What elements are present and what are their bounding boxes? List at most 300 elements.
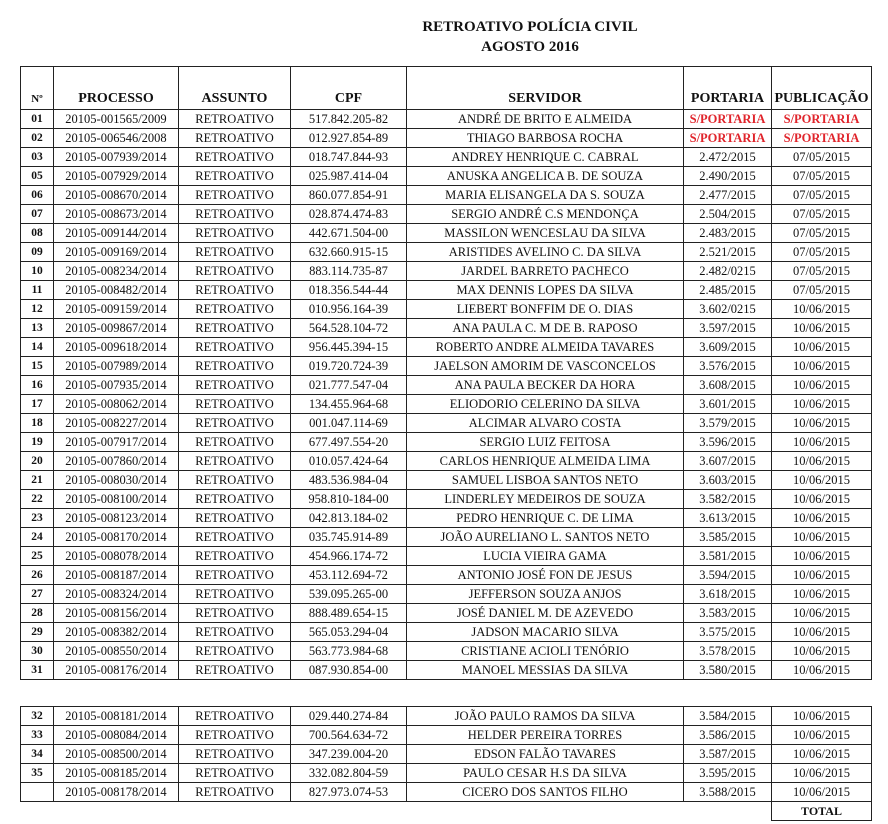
cell-cpf: 042.813.184-02 [291, 509, 407, 528]
cell-servidor: ANTONIO JOSÉ FON DE JESUS [407, 566, 684, 585]
cell-publicacao: 10/06/2015 [772, 509, 872, 528]
total-spacer [684, 802, 772, 821]
cell-n: 08 [21, 224, 54, 243]
cell-cpf: 454.966.174-72 [291, 547, 407, 566]
cell-publicacao: 10/06/2015 [772, 566, 872, 585]
table-row [21, 224, 872, 243]
cell-publicacao: 10/06/2015 [772, 528, 872, 547]
cell-n: 11 [21, 281, 54, 300]
cell-publicacao: 10/06/2015 [772, 764, 872, 783]
cell-cpf: 564.528.104-72 [291, 319, 407, 338]
table-row [21, 783, 872, 802]
cell-n: 22 [21, 490, 54, 509]
cell-assunto: RETROATIVO [179, 167, 291, 186]
cell-processo: 20105-008181/2014 [54, 707, 179, 726]
cell-assunto: RETROATIVO [179, 357, 291, 376]
table-row [21, 357, 872, 376]
table-row [21, 764, 872, 783]
cell-assunto: RETROATIVO [179, 148, 291, 167]
cell-cpf: 025.987.414-04 [291, 167, 407, 186]
table-row [21, 642, 872, 661]
table-row [21, 376, 872, 395]
cell-servidor: SAMUEL LISBOA SANTOS NETO [407, 471, 684, 490]
cell-assunto: RETROATIVO [179, 764, 291, 783]
table-row [21, 547, 872, 566]
header-portaria: PORTARIA [684, 67, 772, 110]
cell-servidor: ARISTIDES AVELINO C. DA SILVA [407, 243, 684, 262]
cell-publicacao: 10/06/2015 [772, 726, 872, 745]
cell-servidor: MANOEL MESSIAS DA SILVA [407, 661, 684, 680]
table-row [21, 528, 872, 547]
cell-processo: 20105-007860/2014 [54, 452, 179, 471]
cell-cpf: 517.842.205-82 [291, 110, 407, 129]
cell-publicacao: 10/06/2015 [772, 745, 872, 764]
cell-cpf: 001.047.114-69 [291, 414, 407, 433]
cell-portaria: 2.483/2015 [684, 224, 772, 243]
total-spacer [407, 802, 684, 821]
cell-processo: 20105-008670/2014 [54, 186, 179, 205]
cell-servidor: EDSON FALÃO TAVARES [407, 745, 684, 764]
cell-assunto: RETROATIVO [179, 376, 291, 395]
cell-n: 12 [21, 300, 54, 319]
cell-servidor: JOSÉ DANIEL M. DE AZEVEDO [407, 604, 684, 623]
cell-portaria: 3.587/2015 [684, 745, 772, 764]
table-row [21, 319, 872, 338]
cell-portaria: 3.582/2015 [684, 490, 772, 509]
table-row [21, 585, 872, 604]
cell-n: 01 [21, 110, 54, 129]
cell-cpf: 860.077.854-91 [291, 186, 407, 205]
cell-assunto: RETROATIVO [179, 623, 291, 642]
cell-portaria: 2.477/2015 [684, 186, 772, 205]
cell-portaria: 3.602/0215 [684, 300, 772, 319]
cell-servidor: CRISTIANE ACIOLI TENÓRIO [407, 642, 684, 661]
cell-cpf: 134.455.964-68 [291, 395, 407, 414]
cell-cpf: 827.973.074-53 [291, 783, 407, 802]
cell-portaria: 3.584/2015 [684, 707, 772, 726]
table-row [21, 726, 872, 745]
table-row [21, 414, 872, 433]
cell-portaria: 3.607/2015 [684, 452, 772, 471]
cell-n: 20 [21, 452, 54, 471]
cell-processo: 20105-008084/2014 [54, 726, 179, 745]
cell-assunto: RETROATIVO [179, 528, 291, 547]
cell-portaria: 3.585/2015 [684, 528, 772, 547]
cell-processo: 20105-007939/2014 [54, 148, 179, 167]
cell-n: 21 [21, 471, 54, 490]
header-publicacao: PUBLICAÇÃO [772, 67, 872, 110]
header-row [21, 67, 872, 110]
cell-portaria: 3.618/2015 [684, 585, 772, 604]
cell-cpf: 018.356.544-44 [291, 281, 407, 300]
table-row [21, 186, 872, 205]
cell-processo: 20105-001565/2009 [54, 110, 179, 129]
cell-assunto: RETROATIVO [179, 338, 291, 357]
cell-n: 06 [21, 186, 54, 205]
cell-publicacao: S/PORTARIA [772, 110, 872, 129]
header-processo: PROCESSO [54, 67, 179, 110]
cell-cpf: 087.930.854-00 [291, 661, 407, 680]
cell-assunto: RETROATIVO [179, 262, 291, 281]
cell-portaria: 3.578/2015 [684, 642, 772, 661]
cell-cpf: 483.536.984-04 [291, 471, 407, 490]
cell-n: 10 [21, 262, 54, 281]
cell-assunto: RETROATIVO [179, 319, 291, 338]
cell-servidor: CARLOS HENRIQUE ALMEIDA LIMA [407, 452, 684, 471]
cell-assunto: RETROATIVO [179, 300, 291, 319]
cell-portaria: 2.504/2015 [684, 205, 772, 224]
cell-cpf: 010.057.424-64 [291, 452, 407, 471]
cell-n: 16 [21, 376, 54, 395]
cell-processo: 20105-009159/2014 [54, 300, 179, 319]
cell-servidor: SERGIO LUIZ FEITOSA [407, 433, 684, 452]
cell-servidor: MARIA ELISANGELA DA S. SOUZA [407, 186, 684, 205]
cell-portaria: 3.583/2015 [684, 604, 772, 623]
cell-cpf: 958.810-184-00 [291, 490, 407, 509]
cell-portaria: 3.601/2015 [684, 395, 772, 414]
cell-servidor: LUCIA VIEIRA GAMA [407, 547, 684, 566]
cell-publicacao: S/PORTARIA [772, 129, 872, 148]
cell-servidor: ANDRÉ DE BRITO E ALMEIDA [407, 110, 684, 129]
cell-servidor: JOÃO AURELIANO L. SANTOS NETO [407, 528, 684, 547]
cell-n: 23 [21, 509, 54, 528]
cell-publicacao: 07/05/2015 [772, 205, 872, 224]
cell-assunto: RETROATIVO [179, 783, 291, 802]
cell-processo: 20105-008550/2014 [54, 642, 179, 661]
cell-servidor: JARDEL BARRETO PACHECO [407, 262, 684, 281]
cell-assunto: RETROATIVO [179, 205, 291, 224]
table-row [21, 490, 872, 509]
cell-portaria: 3.580/2015 [684, 661, 772, 680]
cell-processo: 20105-007935/2014 [54, 376, 179, 395]
cell-publicacao: 10/06/2015 [772, 433, 872, 452]
cell-assunto: RETROATIVO [179, 243, 291, 262]
cell-processo: 20105-007929/2014 [54, 167, 179, 186]
cell-portaria: S/PORTARIA [684, 129, 772, 148]
cell-n [21, 783, 54, 802]
cell-processo: 20105-008170/2014 [54, 528, 179, 547]
cell-publicacao: 10/06/2015 [772, 452, 872, 471]
header-servidor: SERVIDOR [407, 67, 684, 110]
cell-publicacao: 07/05/2015 [772, 243, 872, 262]
table-row [21, 243, 872, 262]
table-row [21, 262, 872, 281]
cell-publicacao: 10/06/2015 [772, 547, 872, 566]
cell-publicacao: 10/06/2015 [772, 642, 872, 661]
cell-cpf: 565.053.294-04 [291, 623, 407, 642]
cell-portaria: 3.586/2015 [684, 726, 772, 745]
cell-portaria: 3.596/2015 [684, 433, 772, 452]
cell-servidor: HELDER PEREIRA TORRES [407, 726, 684, 745]
cell-portaria: 2.482/0215 [684, 262, 772, 281]
cell-processo: 20105-007917/2014 [54, 433, 179, 452]
cell-processo: 20105-008030/2014 [54, 471, 179, 490]
table-row [21, 661, 872, 680]
cell-publicacao: 10/06/2015 [772, 783, 872, 802]
cell-assunto: RETROATIVO [179, 452, 291, 471]
cell-portaria: 3.597/2015 [684, 319, 772, 338]
cell-portaria: 3.576/2015 [684, 357, 772, 376]
cell-assunto: RETROATIVO [179, 395, 291, 414]
cell-processo: 20105-008673/2014 [54, 205, 179, 224]
cell-assunto: RETROATIVO [179, 745, 291, 764]
cell-n: 27 [21, 585, 54, 604]
cell-processo: 20105-008176/2014 [54, 661, 179, 680]
cell-n: 13 [21, 319, 54, 338]
cell-n: 05 [21, 167, 54, 186]
cell-assunto: RETROATIVO [179, 547, 291, 566]
cell-assunto: RETROATIVO [179, 414, 291, 433]
cell-processo: 20105-009618/2014 [54, 338, 179, 357]
table-row [21, 745, 872, 764]
document-title: RETROATIVO POLÍCIA CIVIL [422, 19, 638, 35]
cell-portaria: 3.595/2015 [684, 764, 772, 783]
cell-servidor: SERGIO ANDRÉ C.S MENDONÇA [407, 205, 684, 224]
total-spacer [291, 802, 407, 821]
cell-servidor: ROBERTO ANDRE ALMEIDA TAVARES [407, 338, 684, 357]
cell-n: 31 [21, 661, 54, 680]
cell-cpf: 018.747.844-93 [291, 148, 407, 167]
cell-assunto: RETROATIVO [179, 110, 291, 129]
cell-n: 19 [21, 433, 54, 452]
table-row [21, 129, 872, 148]
cell-servidor: JAELSON AMORIM DE VASCONCELOS [407, 357, 684, 376]
cell-assunto: RETROATIVO [179, 726, 291, 745]
cell-processo: 20105-009867/2014 [54, 319, 179, 338]
cell-publicacao: 10/06/2015 [772, 707, 872, 726]
table-row [21, 110, 872, 129]
table-row [21, 604, 872, 623]
cell-cpf: 442.671.504-00 [291, 224, 407, 243]
cell-cpf: 677.497.554-20 [291, 433, 407, 452]
cell-cpf: 012.927.854-89 [291, 129, 407, 148]
cell-portaria: 2.521/2015 [684, 243, 772, 262]
cell-processo: 20105-008178/2014 [54, 783, 179, 802]
cell-publicacao: 10/06/2015 [772, 604, 872, 623]
cell-servidor: ANA PAULA BECKER DA HORA [407, 376, 684, 395]
cell-servidor: LIEBERT BONFFIM DE O. DIAS [407, 300, 684, 319]
table-row [21, 509, 872, 528]
cell-assunto: RETROATIVO [179, 642, 291, 661]
cell-processo: 20105-008156/2014 [54, 604, 179, 623]
cell-servidor: ANUSKA ANGELICA B. DE SOUZA [407, 167, 684, 186]
cell-n: 26 [21, 566, 54, 585]
header-cpf: CPF [291, 67, 407, 110]
cell-cpf: 883.114.735-87 [291, 262, 407, 281]
cell-cpf: 539.095.265-00 [291, 585, 407, 604]
cell-cpf: 019.720.724-39 [291, 357, 407, 376]
cell-n: 34 [21, 745, 54, 764]
cell-processo: 20105-008227/2014 [54, 414, 179, 433]
cell-servidor: LINDERLEY MEDEIROS DE SOUZA [407, 490, 684, 509]
cell-servidor: MASSILON WENCESLAU DA SILVA [407, 224, 684, 243]
cell-cpf: 332.082.804-59 [291, 764, 407, 783]
cell-assunto: RETROATIVO [179, 604, 291, 623]
cell-n: 03 [21, 148, 54, 167]
cell-publicacao: 10/06/2015 [772, 300, 872, 319]
cell-publicacao: 10/06/2015 [772, 319, 872, 338]
cell-n: 18 [21, 414, 54, 433]
cell-assunto: RETROATIVO [179, 224, 291, 243]
cell-processo: 20105-008482/2014 [54, 281, 179, 300]
cell-assunto: RETROATIVO [179, 707, 291, 726]
table-row [21, 205, 872, 224]
cell-portaria: 2.485/2015 [684, 281, 772, 300]
cell-processo: 20105-008324/2014 [54, 585, 179, 604]
cell-assunto: RETROATIVO [179, 490, 291, 509]
cell-publicacao: 10/06/2015 [772, 471, 872, 490]
table-row [21, 452, 872, 471]
cell-portaria: 3.608/2015 [684, 376, 772, 395]
cell-processo: 20105-008100/2014 [54, 490, 179, 509]
cell-assunto: RETROATIVO [179, 186, 291, 205]
cell-cpf: 453.112.694-72 [291, 566, 407, 585]
cell-n: 15 [21, 357, 54, 376]
table-row [21, 471, 872, 490]
cell-cpf: 563.773.984-68 [291, 642, 407, 661]
cell-servidor: CICERO DOS SANTOS FILHO [407, 783, 684, 802]
cell-servidor: ELIODORIO CELERINO DA SILVA [407, 395, 684, 414]
table-row [21, 281, 872, 300]
cell-cpf: 029.440.274-84 [291, 707, 407, 726]
cell-processo: 20105-009169/2014 [54, 243, 179, 262]
cell-publicacao: 10/06/2015 [772, 585, 872, 604]
cell-n: 09 [21, 243, 54, 262]
cell-publicacao: 07/05/2015 [772, 167, 872, 186]
cell-processo: 20105-007989/2014 [54, 357, 179, 376]
cell-n: 28 [21, 604, 54, 623]
header-assunto: ASSUNTO [179, 67, 291, 110]
cell-portaria: 3.575/2015 [684, 623, 772, 642]
table-row [21, 300, 872, 319]
cell-assunto: RETROATIVO [179, 281, 291, 300]
cell-assunto: RETROATIVO [179, 566, 291, 585]
total-spacer [21, 802, 54, 821]
cell-portaria: 3.588/2015 [684, 783, 772, 802]
table-row [21, 566, 872, 585]
cell-cpf: 010.956.164-39 [291, 300, 407, 319]
cell-publicacao: 07/05/2015 [772, 262, 872, 281]
cell-servidor: THIAGO BARBOSA ROCHA [407, 129, 684, 148]
cell-n: 25 [21, 547, 54, 566]
cell-servidor: JOÃO PAULO RAMOS DA SILVA [407, 707, 684, 726]
cell-servidor: ANDREY HENRIQUE C. CABRAL [407, 148, 684, 167]
cell-servidor: JADSON MACARIO SILVA [407, 623, 684, 642]
cell-cpf: 700.564.634-72 [291, 726, 407, 745]
cell-servidor: MAX DENNIS LOPES DA SILVA [407, 281, 684, 300]
main-table [20, 66, 872, 680]
cell-processo: 20105-008123/2014 [54, 509, 179, 528]
cell-cpf: 035.745.914-89 [291, 528, 407, 547]
cell-portaria: 3.603/2015 [684, 471, 772, 490]
cell-n: 29 [21, 623, 54, 642]
cell-n: 17 [21, 395, 54, 414]
cell-assunto: RETROATIVO [179, 129, 291, 148]
cell-n: 35 [21, 764, 54, 783]
cell-assunto: RETROATIVO [179, 433, 291, 452]
cell-processo: 20105-008185/2014 [54, 764, 179, 783]
cell-servidor: ANA PAULA C. M DE B. RAPOSO [407, 319, 684, 338]
cell-processo: 20105-009144/2014 [54, 224, 179, 243]
cell-cpf: 888.489.654-15 [291, 604, 407, 623]
cell-cpf: 347.239.004-20 [291, 745, 407, 764]
header-n: Nº [21, 67, 54, 110]
cell-n: 14 [21, 338, 54, 357]
cell-publicacao: 07/05/2015 [772, 186, 872, 205]
table-row [21, 707, 872, 726]
cell-processo: 20105-008382/2014 [54, 623, 179, 642]
cell-n: 07 [21, 205, 54, 224]
cell-publicacao: 10/06/2015 [772, 623, 872, 642]
cell-publicacao: 10/06/2015 [772, 376, 872, 395]
cell-publicacao: 10/06/2015 [772, 395, 872, 414]
cell-servidor: JEFFERSON SOUZA ANJOS [407, 585, 684, 604]
cell-n: 02 [21, 129, 54, 148]
cell-servidor: PAULO CESAR H.S DA SILVA [407, 764, 684, 783]
total-row [21, 802, 872, 821]
cell-cpf: 632.660.915-15 [291, 243, 407, 262]
cell-servidor: PEDRO HENRIQUE C. DE LIMA [407, 509, 684, 528]
cell-assunto: RETROATIVO [179, 509, 291, 528]
cell-processo: 20105-008187/2014 [54, 566, 179, 585]
cell-publicacao: 10/06/2015 [772, 490, 872, 509]
cell-publicacao: 07/05/2015 [772, 224, 872, 243]
cell-portaria: S/PORTARIA [684, 110, 772, 129]
cell-publicacao: 07/05/2015 [772, 148, 872, 167]
cell-servidor: ALCIMAR ALVARO COSTA [407, 414, 684, 433]
table-row [21, 338, 872, 357]
table-row [21, 395, 872, 414]
cell-n: 30 [21, 642, 54, 661]
cell-processo: 20105-008234/2014 [54, 262, 179, 281]
cell-processo: 20105-008500/2014 [54, 745, 179, 764]
cell-portaria: 3.581/2015 [684, 547, 772, 566]
table-row [21, 623, 872, 642]
cell-assunto: RETROATIVO [179, 471, 291, 490]
cell-portaria: 2.472/2015 [684, 148, 772, 167]
cell-n: 32 [21, 707, 54, 726]
cell-publicacao: 10/06/2015 [772, 338, 872, 357]
total-spacer [179, 802, 291, 821]
cell-cpf: 021.777.547-04 [291, 376, 407, 395]
cell-processo: 20105-006546/2008 [54, 129, 179, 148]
cell-assunto: RETROATIVO [179, 585, 291, 604]
cell-publicacao: 10/06/2015 [772, 414, 872, 433]
table-row [21, 433, 872, 452]
document-subtitle: AGOSTO 2016 [481, 39, 579, 55]
cell-publicacao: 07/05/2015 [772, 281, 872, 300]
cell-processo: 20105-008062/2014 [54, 395, 179, 414]
total-spacer [54, 802, 179, 821]
cell-publicacao: 10/06/2015 [772, 357, 872, 376]
cell-publicacao: 10/06/2015 [772, 661, 872, 680]
table-row [21, 148, 872, 167]
cell-processo: 20105-008078/2014 [54, 547, 179, 566]
cell-cpf: 028.874.474-83 [291, 205, 407, 224]
cell-portaria: 2.490/2015 [684, 167, 772, 186]
cell-portaria: 3.613/2015 [684, 509, 772, 528]
table-row [21, 167, 872, 186]
cell-assunto: RETROATIVO [179, 661, 291, 680]
cell-portaria: 3.579/2015 [684, 414, 772, 433]
continuation-table [20, 706, 872, 821]
cell-n: 24 [21, 528, 54, 547]
total-label: TOTAL [772, 802, 872, 821]
cell-portaria: 3.609/2015 [684, 338, 772, 357]
cell-portaria: 3.594/2015 [684, 566, 772, 585]
cell-n: 33 [21, 726, 54, 745]
cell-cpf: 956.445.394-15 [291, 338, 407, 357]
